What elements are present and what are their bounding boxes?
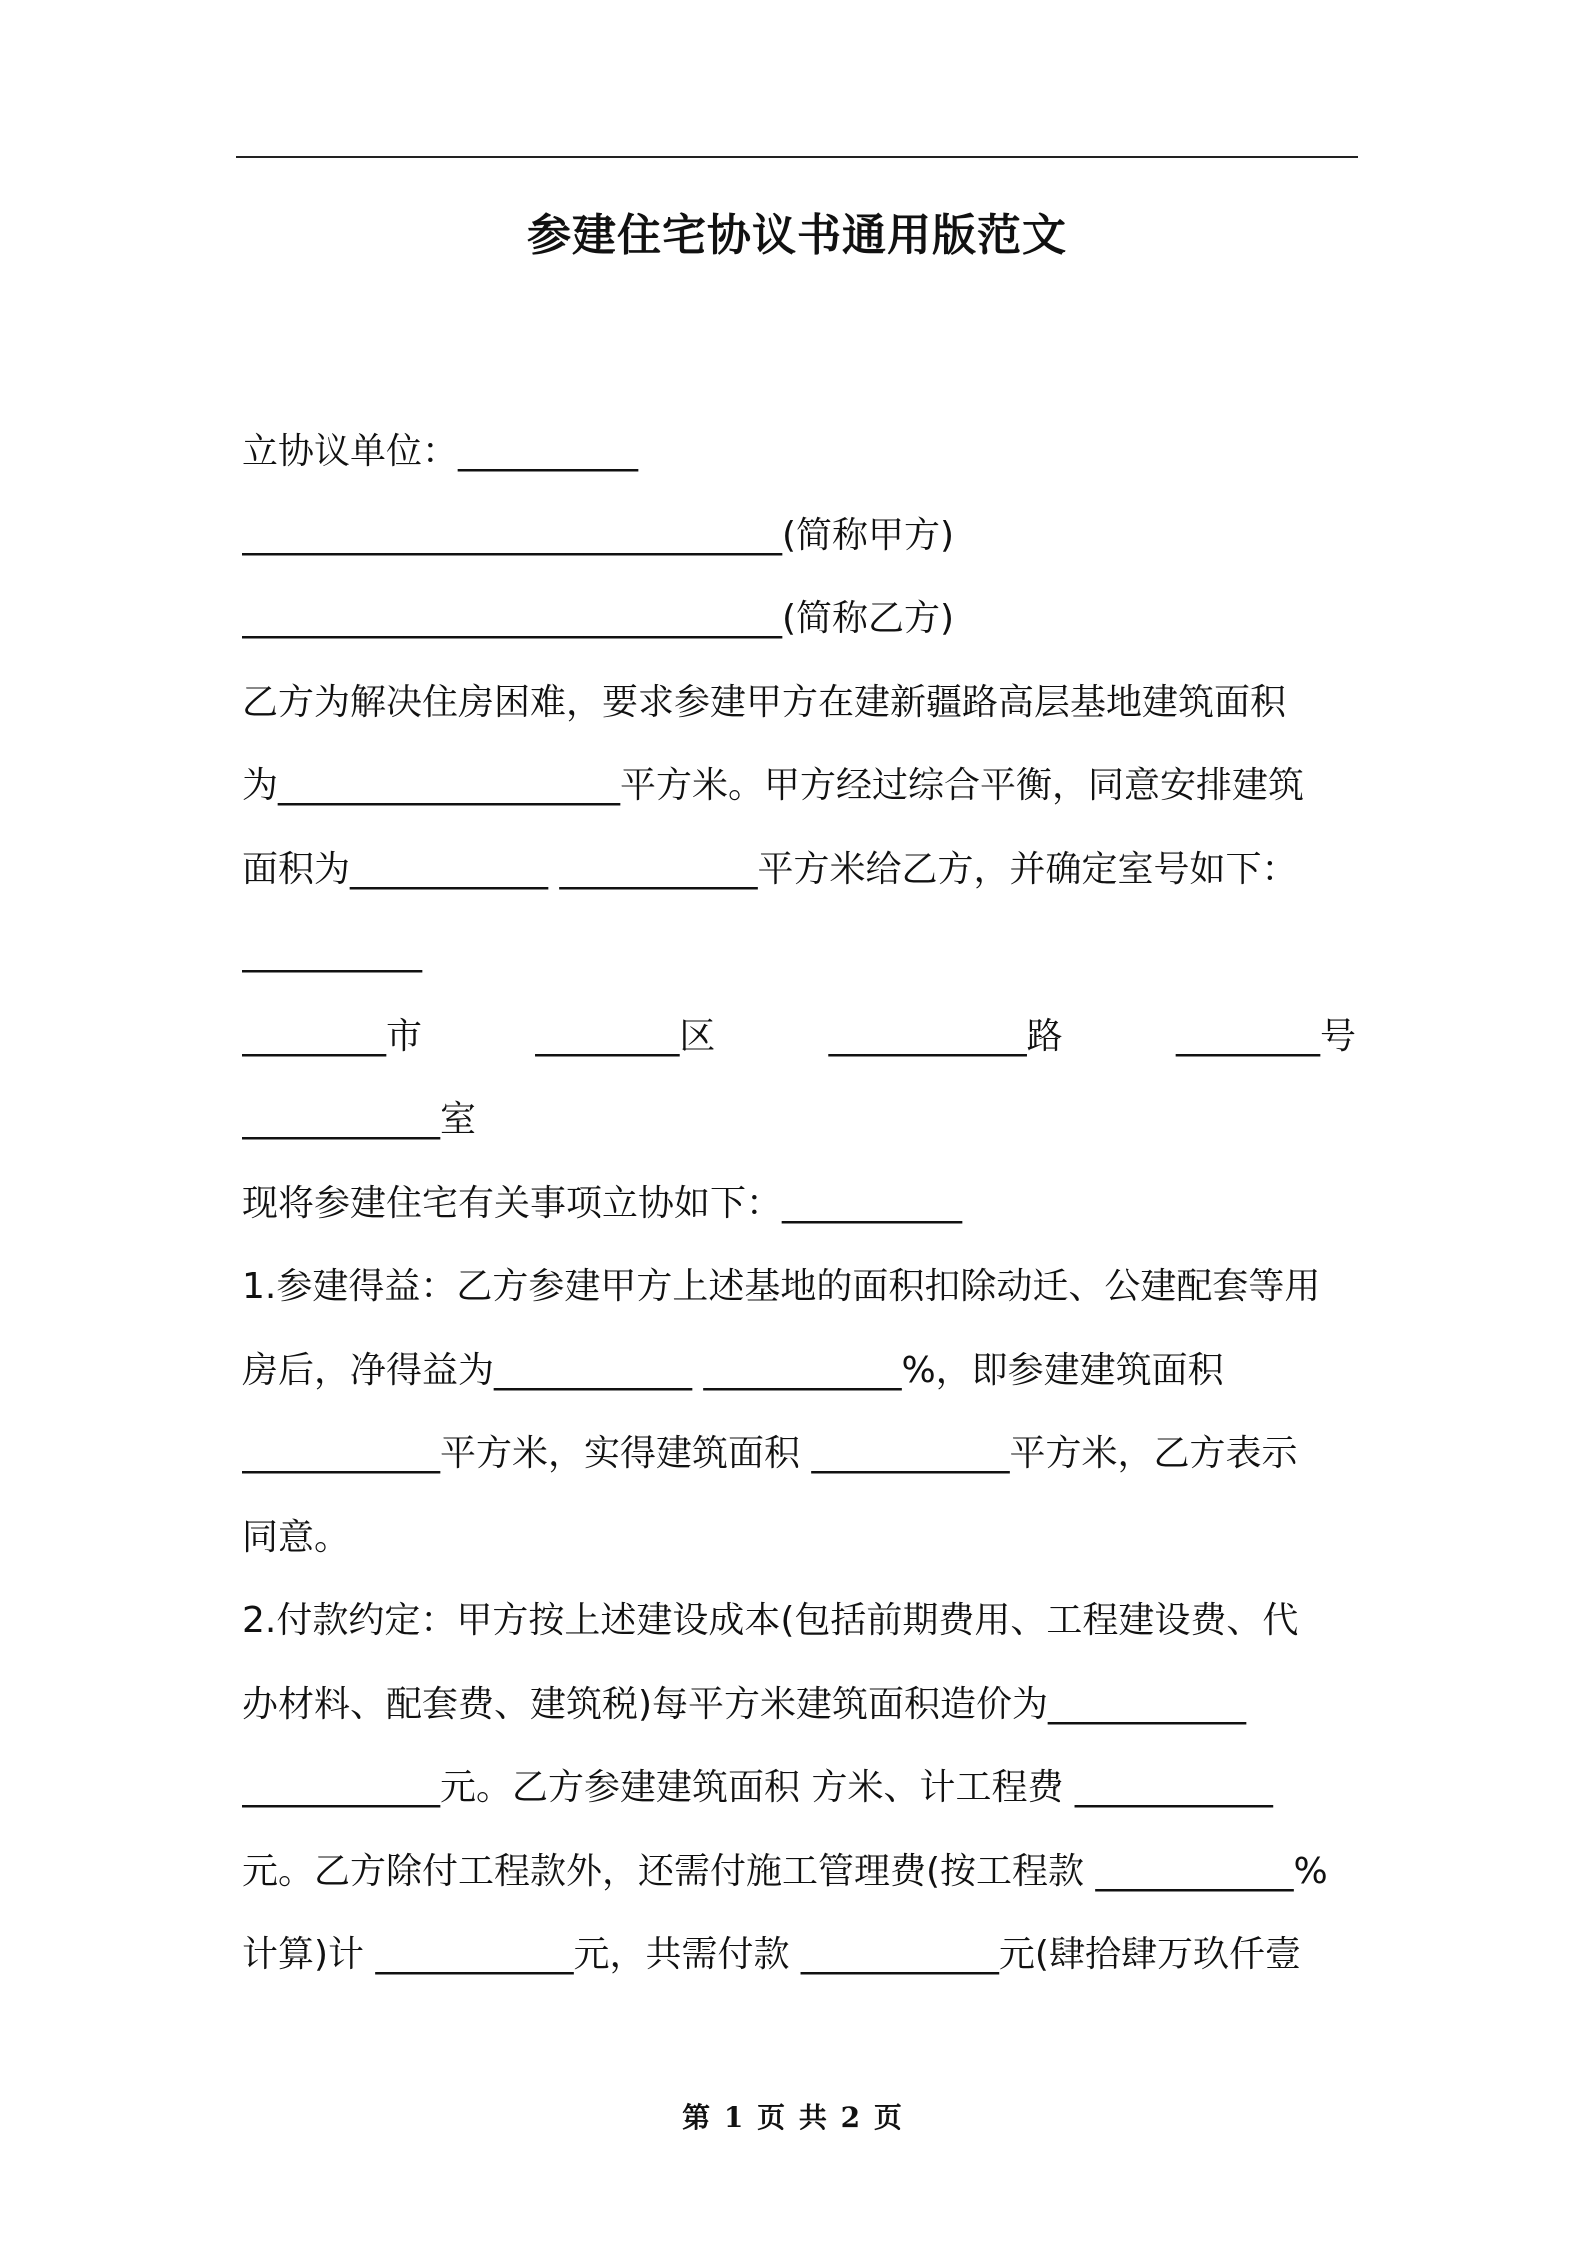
text-line-intro-3: 面积为___________ ___________平方米给乙方，并确定室号如下： (242, 848, 1298, 890)
address-row (242, 995, 1356, 1079)
text-line-clause2-1: 2.付款约定：甲方按上述建设成本(包括前期费用、工程建设费、代 (242, 1600, 1299, 1641)
text-line-clause2-4: 元。乙方除付工程款外，还需付施工管理费(按工程款 ___________% (242, 1850, 1328, 1892)
text-line-clause2-2: 办材料、配套费、建筑税)每平方米建筑面积造价为___________ (242, 1683, 1247, 1725)
text-line-clause2-3: ___________元。乙方参建建筑面积 方米、计工程费 ___________ (242, 1767, 1273, 1808)
page-number-footer: 第 1 页 共 2 页 (682, 2101, 904, 2134)
text-line-clause1-2: 房后，净得益为___________ ___________%，即参建建筑面积 (242, 1349, 1224, 1391)
text-line-clause1-4: 同意。 (242, 1516, 351, 1558)
header-rule (236, 156, 1358, 158)
text-line-party-a: ______________________________(简称甲方) (242, 514, 955, 556)
text-line-party-b: ______________________________(简称乙方) (242, 598, 955, 639)
document-body (242, 410, 1356, 1997)
text-line-clause1-1: 1.参建得益：乙方参建甲方上述基地的面积扣除动迁、公建配套等用 (242, 1266, 1321, 1307)
text-line-items-heading: 现将参建住宅有关事项立协如下：__________ (242, 1182, 963, 1224)
address-district: ________区 (535, 1015, 716, 1057)
text-line-clause1-3: ___________平方米，实得建筑面积 ___________平方米，乙方表示 (242, 1433, 1298, 1474)
text-line-clause2-5: 计算)计 ___________元，共需付款 ___________元(肆拾肆万玖仟壹 (242, 1934, 1301, 1975)
text-line-room-blank: __________ (242, 932, 422, 973)
text-line-party-unit: 立协议单位：__________ (242, 431, 639, 472)
text-line-room: ___________室 (242, 1099, 477, 1140)
address-city: ________市 (242, 1015, 423, 1057)
document-title: 参建住宅协议书通用版范文 (527, 210, 1067, 261)
text-line-intro-1: 乙方为解决住房困难，要求参建甲方在建新疆路高层基地建筑面积 (242, 681, 1287, 723)
text-line-intro-2: 为___________________平方米。甲方经过综合平衡，同意安排建筑 (242, 765, 1305, 806)
address-number: ________号 (1175, 1015, 1356, 1057)
address-road: ___________路 (828, 1015, 1063, 1057)
